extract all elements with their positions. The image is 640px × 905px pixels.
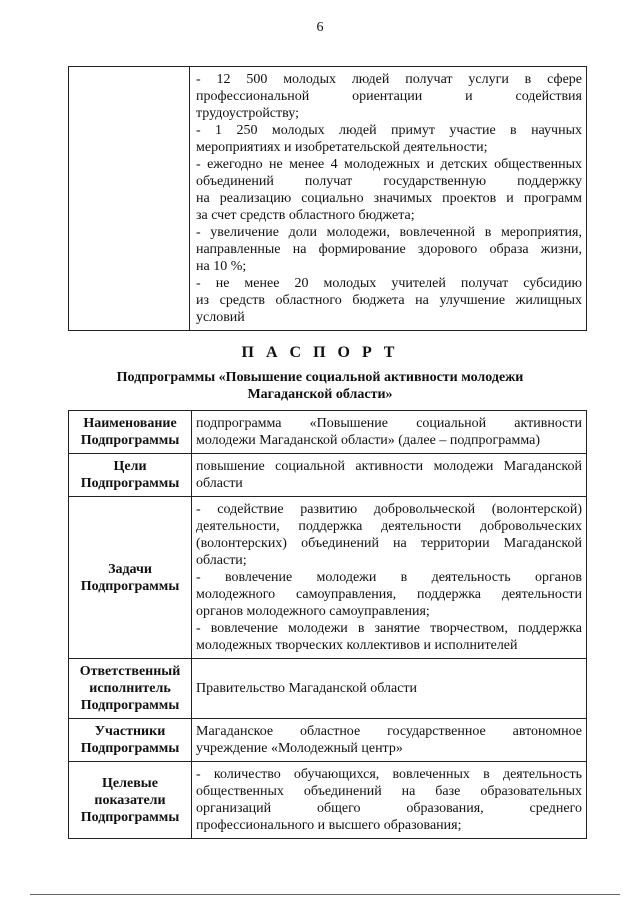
text-line: на реализацию социально значимых проектов и программ <box>196 191 582 206</box>
row-label-line: Подпрограммы <box>80 578 180 594</box>
text-line: молодежных творческих коллективов и исполнителей <box>196 638 518 653</box>
passport-subtitle <box>90 369 550 403</box>
row-label-line: Цели <box>113 459 147 474</box>
passport-row-participants <box>69 719 587 762</box>
passport-row-name <box>69 411 587 454</box>
row-label-line: показатели <box>94 792 166 808</box>
row-label <box>69 762 192 839</box>
text-line: подпрограмма «Повышение социальной активности <box>196 416 582 431</box>
passport-table <box>68 410 587 839</box>
text-line: - не менее 20 молодых учителей получат субсидию <box>196 276 582 291</box>
continuation-label-cell <box>69 67 190 331</box>
text-line: Правительство Магаданской области <box>196 681 418 696</box>
text-line: повышение социальной активности молодежи Магаданской <box>196 459 582 474</box>
row-label <box>69 659 192 719</box>
text-line: молодежного самоуправления, поддержка деятельности <box>196 587 582 602</box>
row-label-line: Задачи <box>108 561 152 577</box>
text-line: органов молодежного самоуправления; <box>196 604 430 619</box>
text-line: за счет средств областного бюджета; <box>196 208 415 223</box>
text-line: - 1 250 молодых людей примут участие в научных <box>196 123 582 138</box>
text-line: профессиональной ориентации и содействия <box>196 89 582 104</box>
text-line: общественных объединений на базе образовательных <box>196 784 582 799</box>
passport-row-executor <box>69 659 587 719</box>
continuation-text-cell <box>190 67 587 331</box>
passport-row-indicators <box>69 762 587 839</box>
row-label <box>69 411 192 454</box>
row-value <box>192 719 587 762</box>
text-line: объединений получат государственную поддержку <box>196 174 582 189</box>
text-line: - количество обучающихся, вовлеченных в деятельность <box>196 767 582 782</box>
text-line: условий <box>196 310 245 325</box>
text-line: - 12 500 молодых людей получат услуги в сфере <box>196 72 582 87</box>
passport-row-tasks <box>69 497 587 659</box>
continuation-table <box>68 66 587 331</box>
row-label-line: Наименование <box>83 416 177 431</box>
row-label-line: Подпрограммы <box>80 476 180 491</box>
row-label-line: Ответственный <box>79 664 181 679</box>
row-label-line: Участники <box>94 724 166 739</box>
passport-subtitle-line: Подпрограммы «Повышение социальной активности молодежи <box>116 370 524 385</box>
continuation-row <box>69 67 587 331</box>
passport-title: П А С П О Р Т <box>241 344 399 361</box>
row-value <box>192 762 587 839</box>
row-value <box>192 411 587 454</box>
text-line: мероприятиях и изобретательской деятельности; <box>196 140 488 155</box>
row-label-line: исполнитель <box>89 681 171 696</box>
text-line: - вовлечение молодежи в занятие творчеством, поддержка <box>196 621 582 636</box>
row-value <box>192 497 587 659</box>
text-line: - увеличение доли молодежи, вовлеченной в мероприятия, <box>196 225 582 240</box>
text-line: - содействие развитию добровольческой (волонтерской) <box>196 502 582 517</box>
row-value <box>192 659 587 719</box>
text-line: области <box>196 476 243 491</box>
text-line: профессионального и высшего образования; <box>196 818 462 833</box>
text-line: (волонтерских) объединений на территории Магаданской <box>196 536 582 551</box>
row-label-line: Целевые <box>102 775 158 791</box>
text-line: из средств областного бюджета на улучшение жилищных <box>196 293 582 308</box>
row-value <box>192 454 587 497</box>
text-line: на 10 %; <box>196 259 247 274</box>
page-bottom-rule <box>30 894 620 895</box>
row-label-line: Подпрограммы <box>80 433 180 448</box>
text-line: трудоустройству; <box>196 106 299 121</box>
passport-subtitle-line: Магаданской области» <box>247 387 393 402</box>
text-line: учреждение «Молодежный центр» <box>196 741 403 756</box>
text-line: деятельности, поддержка деятельности добровольческих <box>196 519 582 534</box>
text-line: направленные на формирование здорового образа жизни, <box>196 242 582 257</box>
page-number: 6 <box>316 20 324 35</box>
row-label <box>69 454 192 497</box>
text-line: организаций общего образования, среднего <box>196 801 582 816</box>
text-line: - ежегодно не менее 4 молодежных и детских общественных <box>196 157 582 172</box>
text-line: - вовлечение молодежи в деятельность органов <box>196 570 582 585</box>
row-label-line: Подпрограммы <box>80 698 180 713</box>
row-label-line: Подпрограммы <box>80 741 180 756</box>
text-line: Магаданское областное государственное автономное <box>196 724 582 739</box>
row-label <box>69 719 192 762</box>
row-label-line: Подпрограммы <box>80 809 180 825</box>
text-line: области; <box>196 553 247 568</box>
passport-row-goals <box>69 454 587 497</box>
row-label <box>69 497 192 659</box>
text-line: молодежи Магаданской области» (далее – подпрограмма) <box>196 433 540 448</box>
